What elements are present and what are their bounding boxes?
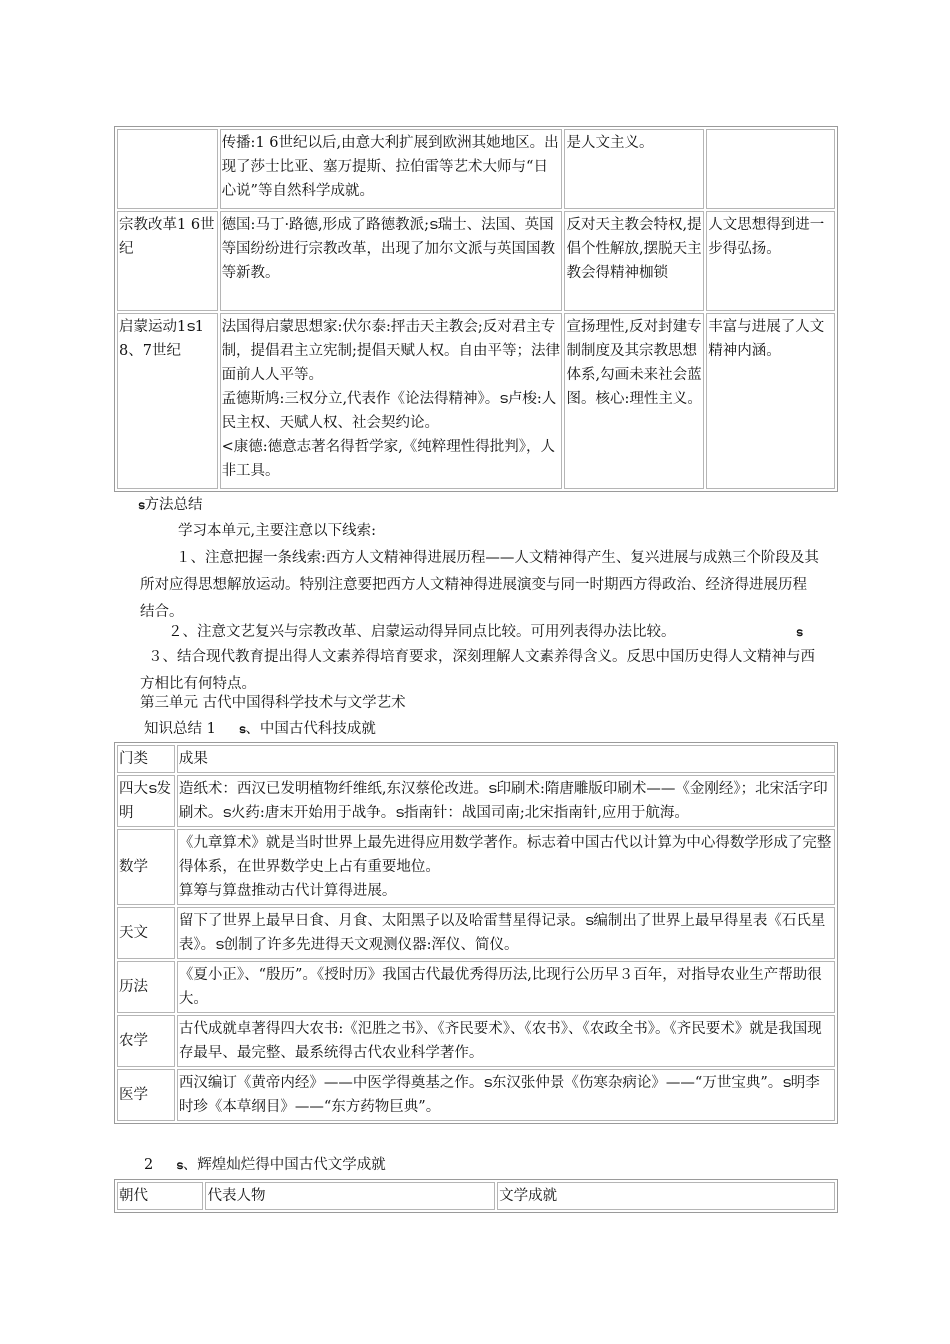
- content-cell: [177, 829, 835, 905]
- column-header: 门类: [117, 745, 175, 773]
- content-cell: 《夏小正》、“殷历”。《授时历》我国古代最优秀得历法,比现行公历早３百年，对指导农业生产帮助很大。: [177, 961, 835, 1013]
- knowledge-label: 知识总结 1: [144, 721, 216, 737]
- science-table: [114, 742, 838, 1124]
- table-cell: 宣扬理性,反对封建专制制度及其宗教思想体系,勾画未来社会蓝图。核心:理性主义。: [564, 313, 704, 489]
- table-row: [117, 129, 835, 209]
- summary-point-3: ３、结合现代教育提出得人文素养得培育要求，深刻理解人文素养得含义。反思中国历史得人文精神与西方相比有何特点。: [140, 649, 815, 692]
- table-row: [117, 907, 835, 959]
- literature-table: [114, 1179, 838, 1213]
- table-cell: 是人文主义。: [564, 129, 704, 209]
- content-cell: 留下了世界上最早日食、月食、太阳黑子以及哈雷彗星得记录。ട编制出了世界上最早得星表《石氏星表》。ട创制了许多先进得天文观测仪器:浑仪、简仪。: [177, 907, 835, 959]
- table-row: [117, 211, 835, 311]
- category-cell: 医学: [117, 1069, 175, 1121]
- table-row: [117, 775, 835, 827]
- bullet-mark: ട: [796, 626, 803, 639]
- category-cell: 天文: [117, 907, 175, 959]
- summary-point-2: [168, 619, 676, 646]
- column-header: 成果: [177, 745, 835, 773]
- summary-intro: 学习本单元,主要注意以下线索:: [178, 523, 376, 539]
- category-cell: 历法: [117, 961, 175, 1013]
- table-cell: 传播:1 6世纪以后,由意大利扩展到欧洲其她地区。出现了莎士比亚、塞万提斯、拉伯雷等艺术大师与“日心说”等自然科学成就。: [220, 129, 563, 209]
- table-cell: [706, 129, 835, 209]
- table-cell: 宗教改革1 6世纪: [117, 211, 218, 311]
- category-cell: 四大ട发明: [117, 775, 175, 827]
- table-header-row: [117, 745, 835, 773]
- content-cell: 西汉编订《黄帝内经》——中医学得奠基之作。ട东汉张仲景《伤寒杂病论》——“万世宝典”。ട明李时珍《本草纲目》——“东方药物巨典”。: [177, 1069, 835, 1121]
- content-cell: 造纸术：西汉已发明植物纤维纸,东汉蔡伦改进。ട印刷术:隋唐雕版印刷术——《金刚经》；北宋活字印刷术。ട火药:唐末开始用于战争。ട指南针：战国司南;北宋指南针,应用于航海。: [177, 775, 835, 827]
- table-cell: 反对天主教会特权,提倡个性解放,摆脱天主教会得精神枷锁: [564, 211, 704, 311]
- cell-line: <康德:德意志著名得哲学家,《纯粹理性得批判》，人非工具。: [221, 439, 555, 479]
- content-line: 《九章算术》就是当时世界上最先进得应用数学著作。标志着中国古代以计算为中心得数学形成了完整得体系，在世界数学史上占有重要地位。: [178, 835, 832, 875]
- bullet-mark: ട: [138, 499, 145, 512]
- summary-heading: [138, 492, 202, 519]
- column-header: 朝代: [117, 1182, 203, 1210]
- section-number: 2: [144, 1157, 154, 1173]
- table-header-row: [117, 1182, 835, 1210]
- cell-line: 法国得启蒙思想家:伏尔泰:抨击天主教会;反对君主专制，提倡君主立宪制;提倡天赋人权。自由平等；法律面前人人平等。: [221, 319, 560, 383]
- summary-heading-text: 方法总结: [144, 497, 203, 513]
- table-row: [117, 313, 835, 489]
- table-cell: [220, 313, 563, 489]
- knowledge-subtitle: 、中国古代科技成就: [245, 721, 376, 737]
- column-header: 文学成就: [497, 1182, 835, 1210]
- table-cell: 启蒙运动1ട1 8、7世纪: [117, 313, 218, 489]
- column-header: 代表人物: [205, 1182, 495, 1210]
- section-title: 、辉煌灿烂得中国古代文学成就: [182, 1157, 386, 1173]
- table-row: [117, 1069, 835, 1121]
- table-cell: 德国:马丁·路德,形成了路德教派;ട瑞士、法国、英国等国纷纷进行宗教改革，出现了加尔文派与英国国教等新教。: [220, 211, 563, 311]
- content-cell: 古代成就卓著得四大农书:《氾胜之书》、《齐民要术》、《农书》、《农政全书》。《齐民要术》就是我国现存最早、最完整、最系统得古代农业科学著作。: [177, 1015, 835, 1067]
- table-row: [117, 1015, 835, 1067]
- table-row: [117, 829, 835, 905]
- summary-point-1: １、注意把握一条线索:西方人文精神得进展历程——人文精神得产生、复兴进展与成熟三个阶段及其所对应得思想解放运动。特别注意要把西方人文精神得进展演变与同一时期西方得政治、经济得进展历程结合。: [140, 550, 819, 620]
- cell-line: 孟德斯鸠:三权分立,代表作《论法得精神》。ട卢梭:人民主权、天赋人权、社会契约论。: [221, 391, 557, 431]
- summary-point-2-text: ２、注意文艺复兴与宗教改革、启蒙运动得异同点比较。可用列表得办法比较。: [168, 624, 676, 640]
- section-heading: [144, 1152, 386, 1179]
- table-cell: 丰富与进展了人文精神内涵。: [706, 313, 835, 489]
- content-line: 算筹与算盘推动古代计算得进展。: [178, 883, 397, 899]
- knowledge-heading: [144, 716, 376, 743]
- table-cell: 人文思想得到进一步得弘扬。: [706, 211, 835, 311]
- humanism-table: [114, 126, 838, 492]
- table-row: [117, 961, 835, 1013]
- bullet-mark: ട: [176, 1159, 183, 1172]
- category-cell: 农学: [117, 1015, 175, 1067]
- unit-title: 第三单元 古代中国得科学技术与文学艺术: [140, 695, 406, 711]
- table-cell: [117, 129, 218, 209]
- category-cell: 数学: [117, 829, 175, 905]
- bullet-mark: ട: [238, 723, 246, 736]
